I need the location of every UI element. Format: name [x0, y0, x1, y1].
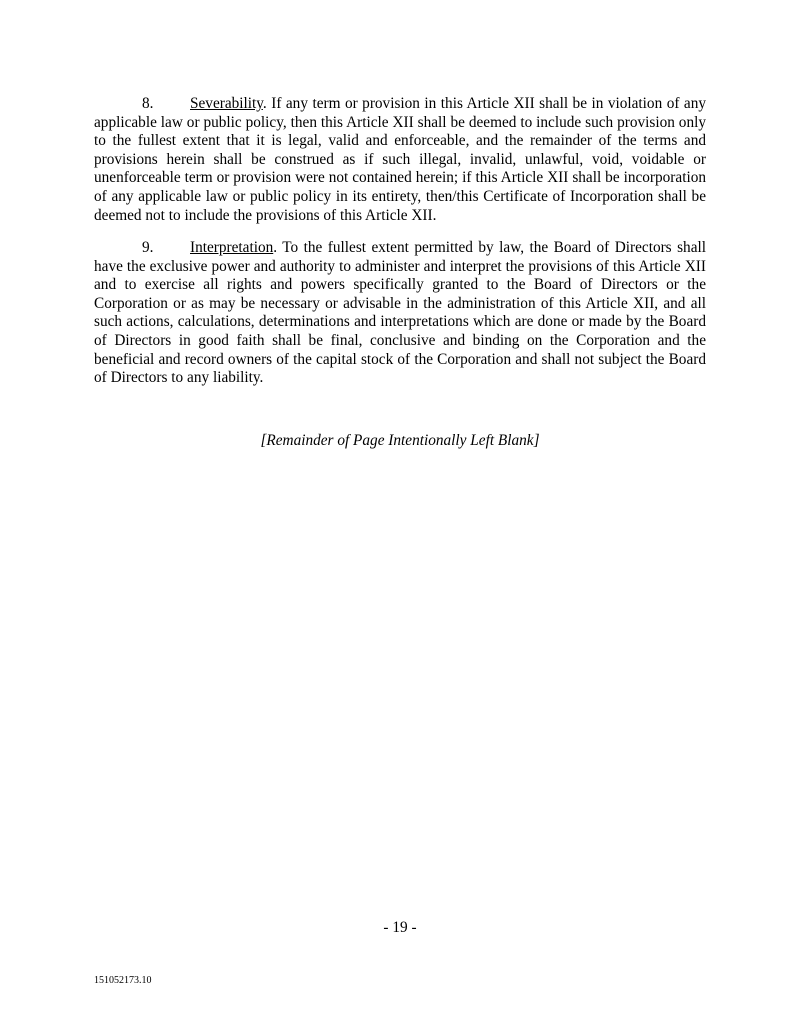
section-number: 9.: [142, 239, 154, 256]
section-number: 8.: [142, 95, 154, 112]
section-body: . To the fullest extent permitted by law, the Board of Directors shall have the exclusive power and authority to administer and interpret the provisions of this Article XII and to exercise all rights and powers specifically granted to the Board of Directors or the Corporation or as may be necessary or advisable in the administration of this Article XII, and all such actions, calculations, determinations and interpretations which are done or made by the Board of Directors in good faith shall be final, conclusive and binding on the Corporation and the beneficial and record owners of the capital stock of the Corporation and shall not subject the Board of Directors to any liability.: [94, 239, 706, 387]
section-heading: Interpretation: [190, 239, 274, 256]
remainder-note: [Remainder of Page Intentionally Left Blank]: [260, 432, 540, 449]
page-number: - 19 -: [383, 919, 417, 936]
section-interpretation: [94, 239, 706, 388]
section-heading: Severability: [190, 95, 263, 112]
section-severability: [94, 95, 706, 225]
document-id: 151052173.10: [94, 975, 152, 986]
section-body: . If any term or provision in this Article XII shall be in violation of any applicable law or public policy, then this Article XII shall be deemed to include such provision only to the fullest extent that it is legal, valid and enforceable, and the remainder of the terms and provisions herein shall be construed as if such illegal, invalid, unlawful, void, voidable or unenforceable term or provision were not contained herein; if this Article XII shall be incorporation of any applicable law or public policy in its entirety, then/this Certificate of Incorporation shall be deemed not to include the provisions of this Article XII.: [94, 95, 706, 224]
